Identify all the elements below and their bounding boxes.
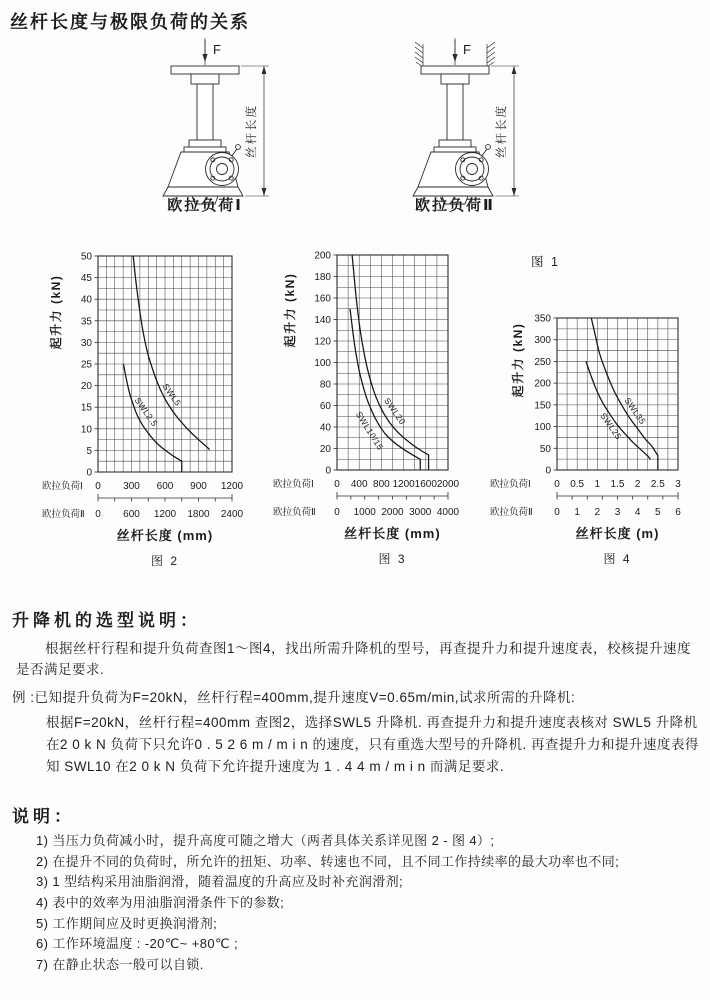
svg-text:2: 2 (594, 507, 601, 518)
svg-text:100: 100 (314, 358, 331, 369)
svg-text:300: 300 (123, 481, 140, 492)
chart-svg (485, 245, 710, 575)
svg-text:2400: 2400 (220, 509, 244, 520)
force-label: F (463, 42, 471, 57)
curve-SWL5 (133, 256, 209, 450)
svg-text:120: 120 (314, 336, 331, 348)
svg-text:800: 800 (373, 479, 390, 490)
svg-text:600: 600 (156, 481, 174, 492)
screw-length-dim-label: 丝杆长度 (246, 104, 258, 158)
svg-text:2000: 2000 (436, 479, 460, 490)
note-item: 7) 在静止状态一般可以自锁. (36, 957, 204, 973)
svg-text:1800: 1800 (187, 509, 210, 520)
note-item: 1) 当压力负荷减小时，提升高度可随之增大（两者具体关系详见图 2 - 图 4）; (36, 833, 495, 848)
svg-text:300: 300 (534, 335, 551, 347)
chart-svg (270, 245, 480, 575)
svg-text:欧拉负荷Ⅱ: 欧拉负荷Ⅱ (42, 509, 85, 520)
chart-figure-4 (485, 245, 710, 575)
hatch-wall-left (415, 42, 423, 67)
page-title: 丝杆长度与极限负荷的关系 (10, 12, 250, 32)
svg-text:600: 600 (123, 509, 140, 520)
chart-figure-3 (270, 245, 480, 575)
svg-text:35: 35 (80, 316, 92, 328)
svg-text:1: 1 (574, 507, 580, 518)
svg-text:200: 200 (314, 250, 331, 262)
svg-text:图 3: 图 3 (378, 552, 407, 566)
svg-text:400: 400 (350, 479, 368, 490)
curve-label-SWL35: SWL35 (622, 395, 649, 427)
svg-text:200: 200 (534, 378, 551, 390)
curve-label-SWL5: SWL5 (160, 381, 184, 408)
svg-text:1600: 1600 (414, 479, 437, 490)
note-item: 5) 工作期间应及时更换润滑剂; (36, 915, 218, 931)
svg-text:欧拉负荷Ⅰ: 欧拉负荷Ⅰ (490, 479, 531, 490)
svg-text:50: 50 (539, 443, 551, 455)
svg-text:0: 0 (545, 465, 551, 477)
svg-text:丝杆长度 (mm): 丝杆长度 (mm) (116, 528, 214, 543)
svg-text:150: 150 (534, 400, 551, 412)
svg-text:丝杆长度 (mm): 丝杆长度 (mm) (344, 526, 441, 541)
curve-label-SWL25: SWL25 (598, 410, 624, 442)
curve-label-SWL2.5: SWL2.5 (132, 395, 160, 429)
svg-text:350: 350 (534, 313, 551, 325)
svg-text:欧拉负荷Ⅰ: 欧拉负荷Ⅰ (273, 479, 314, 490)
svg-text:25: 25 (80, 359, 92, 371)
svg-text:2.5: 2.5 (650, 479, 665, 490)
svg-text:起升力 (kN): 起升力 (kN) (49, 274, 63, 350)
svg-text:20: 20 (80, 381, 92, 393)
note-item: 4) 表中的效率为用油脂润滑条件下的参数; (36, 895, 285, 911)
svg-text:2000: 2000 (381, 507, 404, 518)
notes-list (36, 834, 702, 979)
svg-text:40: 40 (80, 294, 92, 306)
curve-label-SWL20: SWL20 (382, 395, 408, 427)
svg-text:1: 1 (594, 479, 601, 490)
svg-text:100: 100 (534, 422, 551, 434)
svg-text:图 4: 图 4 (603, 552, 632, 566)
jack-diagram-euler-2 (383, 36, 533, 208)
svg-text:50: 50 (80, 251, 92, 263)
svg-text:4: 4 (634, 507, 641, 518)
svg-text:1200: 1200 (220, 481, 244, 492)
figure-1-caption: 图 1 (531, 255, 560, 269)
svg-text:20: 20 (319, 444, 331, 455)
svg-text:40: 40 (319, 422, 331, 434)
chart-svg (40, 245, 244, 575)
svg-text:0.5: 0.5 (570, 479, 585, 490)
svg-text:45: 45 (80, 273, 92, 285)
svg-text:250: 250 (534, 356, 551, 368)
selection-heading: 升降机的选型说明： (12, 611, 201, 630)
svg-text:1200: 1200 (153, 509, 177, 520)
svg-text:3: 3 (614, 507, 621, 518)
selection-paragraph-2: 根据F=20kN，丝杆行程=400mm 查图2，选择SWL5 升降机. 再查提升力和提升速度表核对 SWL5 升降机在2 0 k N 负荷下只允许0 . 5 2 6 m / m i n 的速度，只有重选大型号的升降机. 再查提升力和提升速度表得知 SWL10 在2 0 k N 负荷下允许提升速度为 1 . 4 4 m / m i n 而满足要求. (46, 715, 700, 774)
screw-length-dim-label: 丝杆长度 (496, 104, 508, 158)
svg-text:0: 0 (86, 467, 92, 479)
svg-text:1200: 1200 (392, 479, 415, 490)
svg-text:3: 3 (675, 479, 681, 490)
svg-text:欧拉负荷Ⅱ: 欧拉负荷Ⅱ (273, 507, 316, 518)
svg-text:4000: 4000 (436, 507, 460, 518)
svg-text:60: 60 (319, 401, 331, 412)
svg-text:0: 0 (554, 479, 560, 490)
svg-text:2: 2 (634, 479, 641, 490)
curve-label-SWL10/15: SWL10/15 (353, 409, 386, 452)
svg-text:10: 10 (80, 424, 92, 436)
chart-figure-2 (40, 245, 244, 575)
svg-text:6: 6 (675, 507, 681, 518)
svg-text:5: 5 (86, 445, 92, 457)
svg-text:0: 0 (554, 507, 560, 518)
note-item: 6) 工作环境温度 : -20℃~ +80℃ ; (36, 936, 239, 952)
svg-text:0: 0 (95, 509, 101, 520)
svg-text:900: 900 (190, 481, 207, 492)
jack-diagram-euler-1 (133, 36, 283, 208)
selection-example-line: 例 :已知提升负荷为F=20kN，丝杆行程=400mm,提升速度V=0.65m/min,试求所需的升降机: (12, 690, 576, 705)
svg-text:图 2: 图 2 (150, 554, 180, 568)
notes-heading: 说明： (12, 807, 75, 826)
jack-caption-euler-1: 欧拉负荷Ⅰ (167, 197, 243, 214)
svg-text:5: 5 (655, 507, 661, 518)
svg-text:欧拉负荷Ⅰ: 欧拉负荷Ⅰ (42, 481, 83, 492)
svg-text:起升力 (kN): 起升力 (kN) (511, 322, 525, 398)
jack-caption-euler-2: 欧拉负荷Ⅱ (415, 197, 495, 214)
hatch-wall-right (487, 42, 495, 67)
note-item: 2) 在提升不同的负荷时，所允许的扭矩、功率、转速也不同，且不同工作持续率的最大功率也不同; (36, 853, 620, 869)
svg-text:1.5: 1.5 (610, 479, 625, 490)
svg-text:80: 80 (319, 379, 331, 391)
svg-text:0: 0 (334, 507, 340, 518)
svg-text:15: 15 (80, 402, 92, 414)
svg-text:起升力 (kN): 起升力 (kN) (283, 272, 297, 348)
svg-text:140: 140 (314, 315, 331, 326)
svg-text:0: 0 (95, 481, 101, 492)
force-label: F (213, 42, 221, 57)
svg-text:160: 160 (314, 293, 331, 305)
selection-paragraph-1: 根据丝杆行程和提升负荷查图1～图4，找出所需升降机的型号，再查提升力和提升速度表，校核提升速度是否满足要求. (16, 641, 692, 677)
svg-text:3000: 3000 (409, 507, 432, 518)
svg-text:180: 180 (314, 272, 331, 283)
svg-text:30: 30 (80, 337, 92, 349)
note-item: 3) 1 型结构采用油脂润滑，随着温度的升高应及时补充润滑剂; (36, 874, 404, 890)
svg-text:0: 0 (334, 479, 340, 490)
svg-text:丝杆长度 (m): 丝杆长度 (m) (575, 526, 660, 541)
svg-text:1000: 1000 (353, 507, 376, 518)
svg-text:0: 0 (325, 465, 331, 477)
svg-text:欧拉负荷Ⅱ: 欧拉负荷Ⅱ (490, 507, 533, 518)
